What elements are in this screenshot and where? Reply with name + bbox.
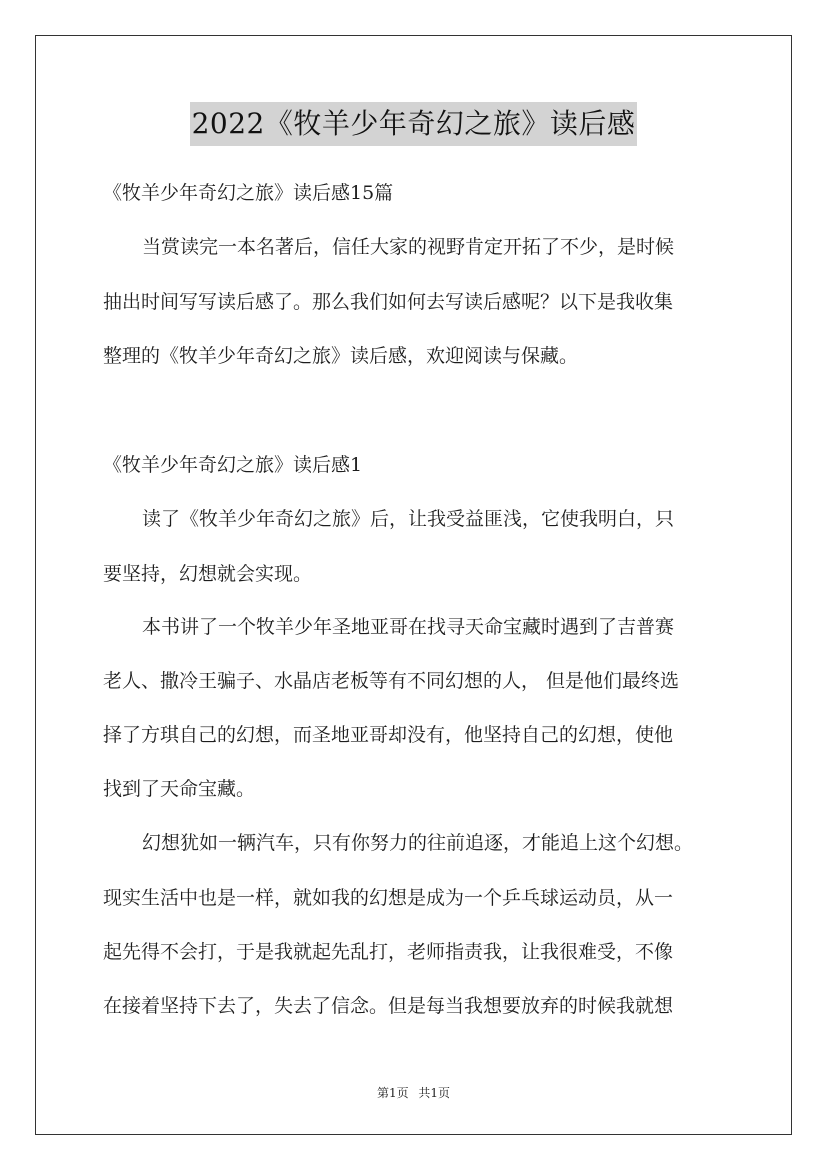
subtitle: 《牧羊少年奇幻之旅》读后感15篇 <box>103 182 394 204</box>
body-line-3: 本书讲了一个牧羊少年圣地亚哥在找寻天命宝藏时遇到了吉普赛 <box>142 616 675 638</box>
body-line-5: 择了方琪自己的幻想，而圣地亚哥却没有，他坚持自己的幻想，使他 <box>103 724 674 746</box>
intro-line-2: 抽出时间写写读后感了。那么我们如何去写读后感呢？以下是我收集 <box>103 291 674 313</box>
body-line-1: 读了《牧羊少年奇幻之旅》后，让我受益匪浅，它使我明白，只 <box>142 508 675 530</box>
body-line-4: 老人、撒冷王骗子、水晶店老板等有不同幻想的人， 但是他们最终选 <box>103 670 680 692</box>
body-line-7: 幻想犹如一辆汽车，只有你努力的往前追逐，才能追上这个幻想。 <box>142 832 694 854</box>
page-footer <box>0 1084 827 1101</box>
body-line-6: 找到了天命宝藏。 <box>103 778 256 800</box>
intro-line-3: 整理的《牧羊少年奇幻之旅》读后感，欢迎阅读与保藏。 <box>103 345 579 367</box>
intro-line-1: 当赏读完一本名著后，信任大家的视野肯定开拓了不少，是时候 <box>142 236 675 258</box>
section-heading: 《牧羊少年奇幻之旅》读后感1 <box>103 454 363 476</box>
body-line-8: 现实生活中也是一样，就如我的幻想是成为一个乒乓球运动员，从一 <box>103 887 674 909</box>
page-total: 共1页 <box>418 1086 451 1100</box>
body-line-9: 起先得不会打，于是我就起先乱打，老师指责我，让我很难受，不像 <box>103 941 674 963</box>
title-container <box>0 102 827 146</box>
body-line-2: 要坚持，幻想就会实现。 <box>103 563 313 585</box>
page-number: 第1页 <box>376 1086 409 1100</box>
document-title: 2022《牧羊少年奇幻之旅》读后感 <box>190 102 638 146</box>
body-line-10: 在接着坚持下去了，失去了信念。但是每当我想要放弃的时候我就想 <box>103 995 674 1017</box>
